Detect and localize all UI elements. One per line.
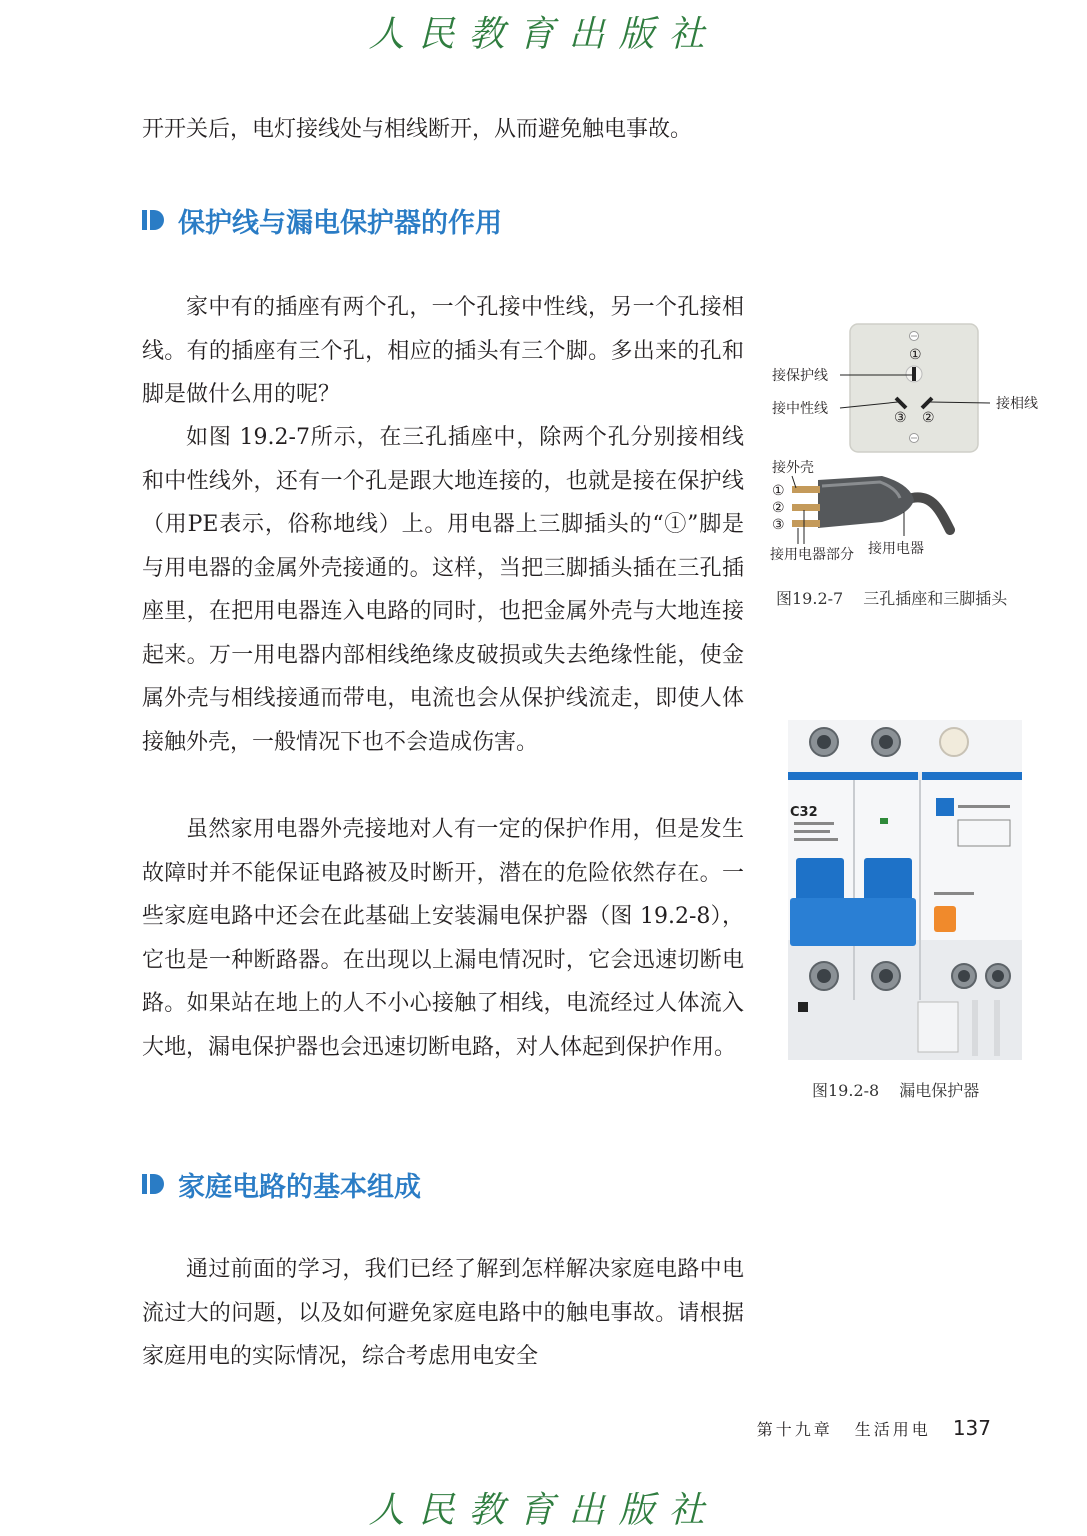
label-shell: 接外壳 — [772, 460, 814, 476]
rcd-output-label — [918, 1002, 958, 1052]
figure-7-caption-text: 三孔插座和三脚插头 — [863, 589, 1008, 608]
plug-number-1: ① — [772, 483, 785, 499]
label-ground: 接保护线 — [772, 368, 828, 384]
socket-number-3: ③ — [894, 410, 907, 426]
paragraph: 家中有的插座有两个孔，一个孔接中性线，另一个孔接相线。有的插座有三个孔，相应的插头有三个脚。多出来的孔和脚是做什么用的呢？ — [142, 295, 744, 407]
plug-pin-2 — [792, 504, 820, 511]
rcd-figure — [788, 720, 1022, 1060]
section-heading-text: 保护线与漏电保护器的作用 — [178, 207, 502, 239]
section-heading-composition — [142, 1164, 421, 1204]
paragraph: 虽然家用电器外壳接地对人有一定的保护作用，但是发生故障时并不能保证电路被及时断开，潜在的危险依然存在。一些家庭电路中还会在此基础上安装漏电保护器（图 19.2-8），它也是一种断路器。在出现以上漏电情况时，它会迅速切断电路。如果站在地上的人不小心接触了相线，电流经过人体流入大地，漏电保护器也会迅速切断电路，对人体起到保护作用。 — [142, 817, 744, 1060]
rcd-test-button — [934, 906, 956, 932]
rcd-test-indicator — [936, 798, 954, 816]
figure-7-caption — [776, 584, 1016, 614]
terminal-cap — [940, 728, 968, 756]
figure-7-caption-number: 图19.2-7 — [776, 589, 844, 608]
socket-plug-figure — [762, 318, 1062, 570]
label-appliance: 接用电器 — [868, 541, 924, 557]
plug-number-3: ③ — [772, 517, 785, 533]
breaker-toggle-bar — [790, 898, 916, 946]
label-live: 接相线 — [996, 396, 1038, 412]
figure-8-caption-number: 图19.2-8 — [812, 1081, 880, 1100]
ground-hole — [912, 367, 916, 381]
publisher-logo-bottom: 人民教育出版社 — [368, 1490, 719, 1531]
section-marker-icon — [142, 1172, 166, 1196]
footer-section: 生活用电 — [854, 1420, 931, 1439]
publisher-logo-top: 人民教育出版社 — [368, 14, 719, 55]
label-appliance-part: 接用电器部分 — [770, 547, 854, 563]
socket-number-1: ① — [909, 347, 922, 363]
rcd-model-label: C32 — [790, 805, 818, 820]
paragraph: 如图 19.2-7所示，在三孔插座中，除两个孔分别接相线和中性线外，还有一个孔是跟大地连接的，也就是接在保护线（用PE表示，俗称地线）上。用电器上三脚插头的“①”脚是与用电器的金属外壳接通的。这样，当把三脚插头插在三孔插座里，在把用电器连入电路的同时，也把金属外壳与大地连接起来。万一用电器内部相线绝缘皮破损或失去绝缘性能，使金属外壳与相线接通而带电，电流也会从保护线流走，即使人体接触外壳，一般情况下也不会造成伤害。 — [142, 425, 744, 755]
paragraph: 通过前面的学习，我们已经了解到怎样解决家庭电路中电流过大的问题，以及如何避免家庭电路中的触电事故。请根据家庭用电的实际情况，综合考虑用电安全 — [142, 1257, 744, 1369]
plug-cable — [912, 497, 950, 530]
figure-8-caption-text: 漏电保护器 — [899, 1081, 980, 1100]
socket-number-2: ② — [922, 410, 935, 426]
socket-plate — [850, 324, 978, 452]
label-neutral: 接中性线 — [772, 401, 828, 417]
figure-8-caption — [812, 1076, 979, 1106]
plug-number-2: ② — [772, 500, 785, 516]
footer-chapter: 第十九章 — [756, 1420, 833, 1439]
page-footer — [757, 1416, 991, 1440]
section-marker-icon — [142, 208, 166, 232]
intro-text: 开开关后，电灯接线处与相线断开，从而避免触电事故。 — [142, 117, 693, 142]
page-number: 137 — [952, 1416, 991, 1440]
section-heading-text: 家庭电路的基本组成 — [178, 1171, 421, 1203]
plug-pin-3 — [792, 520, 820, 527]
section-heading-protection — [142, 200, 502, 240]
